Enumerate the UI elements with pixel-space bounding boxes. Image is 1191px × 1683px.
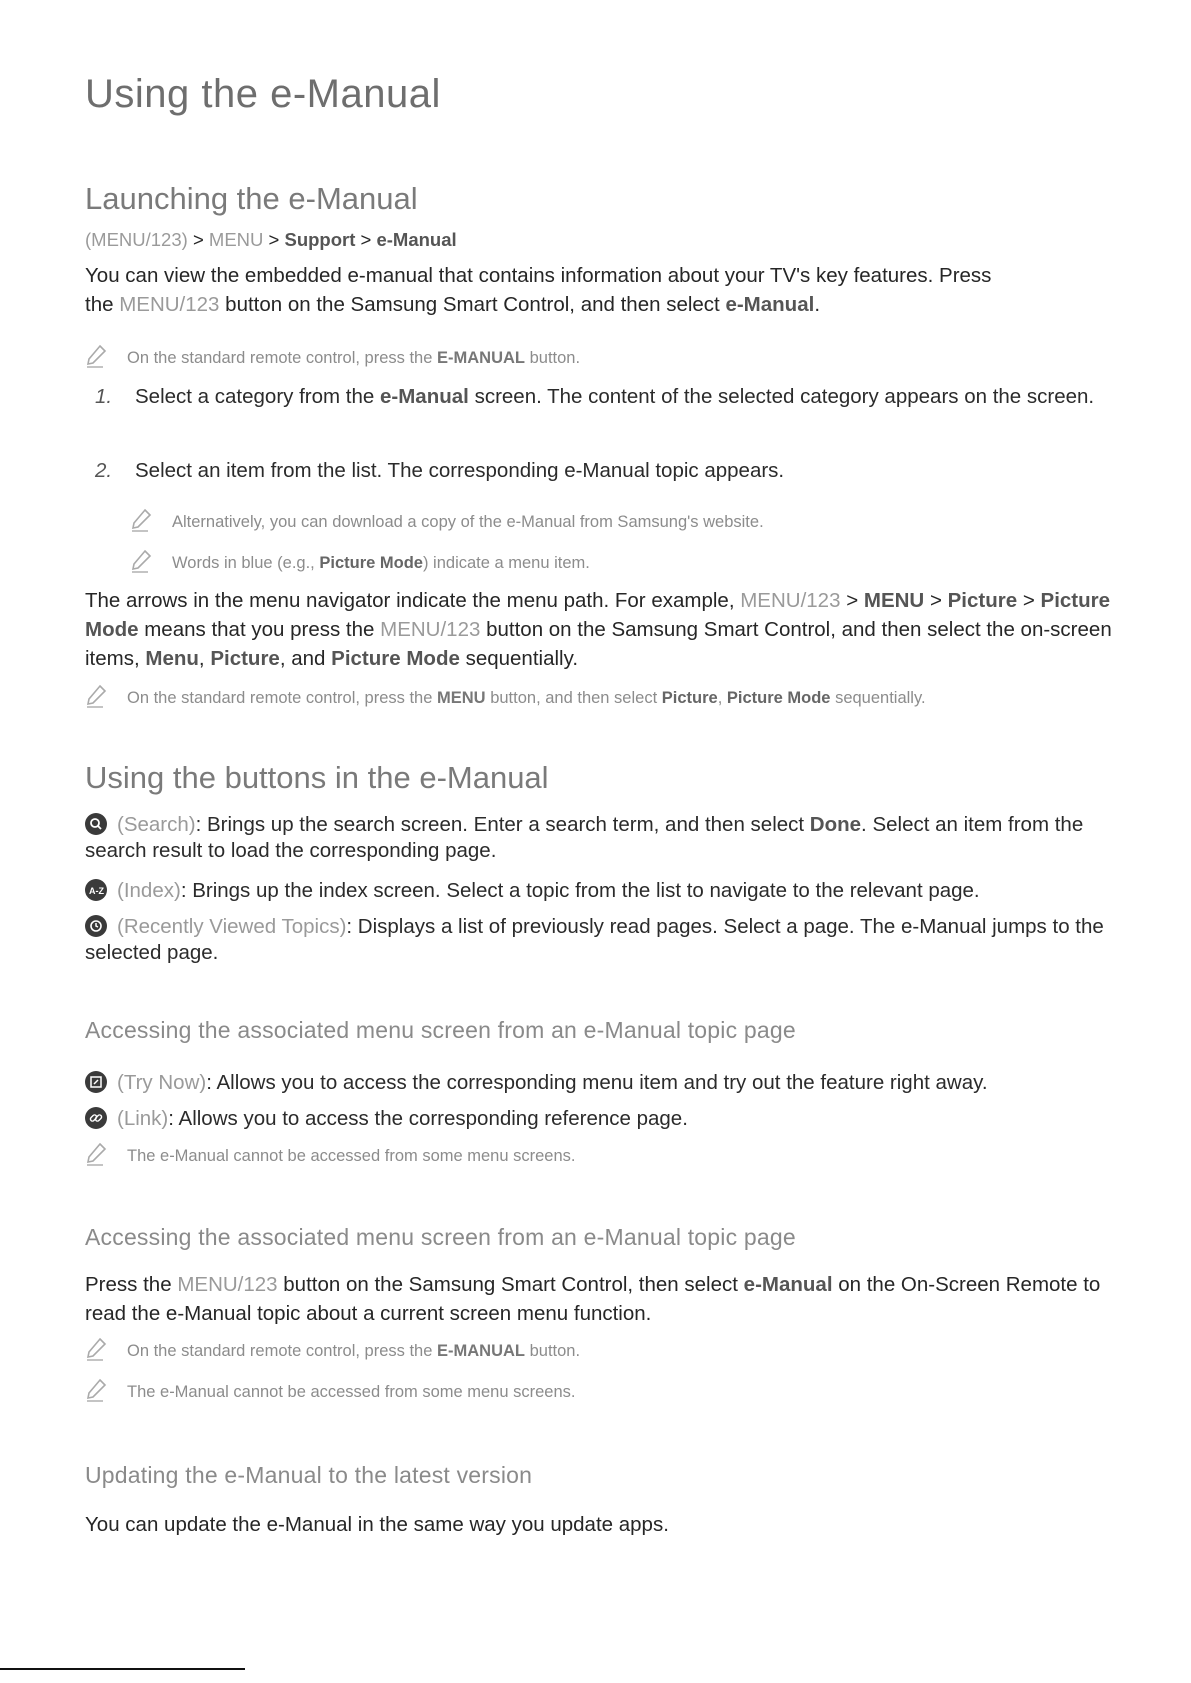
text: Select a category from the	[135, 385, 375, 408]
menu-ref: MENU	[437, 689, 486, 707]
pencil-note-icon	[85, 344, 111, 373]
text: sequentially.	[465, 647, 579, 670]
menu-path	[85, 225, 1125, 254]
text: Words in blue (e.g.,	[172, 554, 315, 572]
text: button on the Samsung Smart Control, then select	[283, 1273, 738, 1296]
update-paragraph: You can update the e-Manual in the same way you update apps.	[85, 1513, 669, 1536]
section-heading-access-1: Accessing the associated menu screen from an e-Manual topic page	[85, 1017, 796, 1043]
list-item	[85, 455, 1125, 486]
try-now-icon	[85, 1071, 107, 1093]
menu-ref: Picture	[210, 647, 280, 670]
menu-ref: MENU/123	[380, 618, 481, 641]
note	[130, 549, 1125, 578]
text: On the standard remote control, press the	[127, 1342, 433, 1360]
menu-ref: Menu	[145, 647, 199, 670]
text: and	[291, 647, 326, 670]
section-heading-access-2: Accessing the associated menu screen from an e-Manual topic page	[85, 1224, 796, 1250]
note	[130, 508, 1125, 537]
text: : Brings up the search screen. Enter a search term, and then select	[195, 813, 805, 836]
menu-ref: e-Manual	[380, 385, 469, 408]
step-text: Select an item from the list. The corresponding e-Manual topic appears.	[135, 459, 785, 482]
menu-ref: Done	[809, 813, 862, 836]
button-desc-recent	[85, 914, 1125, 966]
text: on the On-Screen Remote to read the e-Manual topic about a current screen menu function.	[85, 1273, 1101, 1325]
button-desc-search	[85, 812, 1125, 864]
text: button, and then select	[490, 689, 658, 707]
step-number: 1.	[95, 385, 113, 408]
note	[85, 344, 1125, 373]
recent-history-icon	[85, 915, 107, 937]
page-title: Using the e-Manual	[85, 72, 441, 116]
note-text: On the standard remote control, press the MENU button, and then select Picture, Picture Mode sequentially.	[127, 689, 926, 707]
launch-intro-line: You can view the embedded e-manual that contains information about your TV's key features. Press	[85, 264, 992, 287]
menu-ref: MENU/123	[740, 589, 841, 612]
note-text: Alternatively, you can download a copy of the e-Manual from Samsung's website.	[172, 513, 764, 531]
text: On the standard remote control, press the	[127, 349, 433, 367]
svg-text:A-Z: A-Z	[89, 886, 104, 896]
menu-ref: Picture Mode	[726, 689, 831, 707]
pencil-note-icon	[130, 508, 156, 537]
search-icon	[85, 813, 107, 835]
list-item	[85, 381, 1125, 412]
text: button.	[529, 349, 581, 367]
pencil-note-icon	[85, 1142, 111, 1171]
menu-path-step: e-Manual	[376, 229, 457, 250]
chevron-right-icon: >	[1022, 589, 1035, 612]
button-label: (Link)	[117, 1107, 169, 1130]
menu-ref: e-Manual	[743, 1273, 833, 1296]
text: On the standard remote control, press the	[127, 689, 433, 707]
menu-ref: Picture Mode	[85, 589, 1111, 641]
menu-ref: MENU/123	[119, 293, 220, 316]
text: : Allows you to access the corresponding reference page.	[168, 1107, 688, 1130]
menu-ref: E-MANUAL	[437, 349, 526, 367]
text: button on the Samsung Smart Control, and then select the on-screen items,	[85, 618, 1112, 670]
button-desc-try-now	[85, 1070, 1125, 1096]
menu-ref: E-MANUAL	[437, 1342, 526, 1360]
menu-ref: Picture	[661, 689, 718, 707]
pencil-note-icon	[130, 549, 156, 578]
pencil-note-icon	[85, 1337, 111, 1366]
access-2-paragraph	[85, 1270, 1125, 1328]
menu-ref: MENU/123	[177, 1273, 278, 1296]
chevron-right-icon: >	[846, 589, 859, 612]
button-label: (Try Now)	[117, 1071, 207, 1094]
text: screen. The content of the selected category appears on the screen.	[474, 385, 1095, 408]
button-desc-index	[85, 878, 1125, 904]
link-icon	[85, 1107, 107, 1129]
note	[85, 1337, 1125, 1366]
button-label: (Search)	[117, 813, 196, 836]
note-text	[127, 1342, 580, 1361]
text: : Displays a list of previously read pages. Select a page. The e-Manual jumps to the selected page.	[85, 915, 1104, 964]
note-text	[172, 554, 590, 573]
menu-path-step: Support	[284, 229, 356, 250]
text: sequentially.	[835, 689, 926, 707]
button-desc-link	[85, 1106, 1125, 1132]
note	[85, 1378, 1125, 1407]
launch-intro-line	[85, 290, 1125, 319]
step-number: 2.	[95, 459, 113, 482]
section-heading-buttons: Using the buttons in the e-Manual	[85, 760, 549, 795]
button-label: (Recently Viewed Topics)	[117, 915, 347, 938]
text: : Brings up the index screen. Select a topic from the list to navigate to the relevant page.	[180, 879, 980, 902]
note-text: The e-Manual cannot be accessed from some menu screens.	[127, 1147, 576, 1165]
menu-ref: Picture	[947, 589, 1018, 612]
pencil-note-icon	[85, 1378, 111, 1407]
pencil-note-icon	[85, 684, 111, 713]
chevron-right-icon: >	[360, 229, 372, 250]
text: Press the	[85, 1273, 172, 1296]
text: button.	[529, 1342, 581, 1360]
chevron-right-icon: >	[268, 229, 280, 250]
chevron-right-icon: >	[192, 229, 204, 250]
menu-ref: MENU	[863, 589, 925, 612]
text: .	[814, 293, 821, 316]
step-text	[135, 381, 1125, 412]
menu-ref: Picture Mode	[331, 647, 460, 670]
index-az-icon	[85, 879, 107, 901]
text: button on the Samsung Smart Control, and then select	[225, 293, 720, 316]
note-text: The e-Manual cannot be accessed from some menu screens.	[127, 1383, 576, 1401]
text: : Allows you to access the corresponding menu item and try out the feature right away.	[206, 1071, 988, 1094]
text: the	[85, 293, 114, 316]
note	[85, 684, 1125, 713]
menu-ref: Picture Mode	[319, 554, 423, 572]
arrows-paragraph: The arrows in the menu navigator indicate the menu path. For example, MENU/123 > MENU > Picture > Picture Mode means that you press the MENU/123 button on the Samsung Smart Control, and then select the on-screen items, Menu, Picture, and Picture Mode sequentially.	[85, 589, 1112, 670]
menu-path-step: (MENU/123)	[85, 229, 188, 250]
footer-rule	[0, 1668, 245, 1670]
section-heading-launching: Launching the e-Manual	[85, 181, 418, 216]
section-heading-update: Updating the e-Manual to the latest version	[85, 1462, 533, 1488]
chevron-right-icon: >	[929, 589, 942, 612]
button-label: (Index)	[117, 879, 181, 902]
text: The arrows in the menu navigator indicate the menu path. For example,	[85, 589, 735, 612]
note	[85, 1142, 1125, 1171]
text: . Select an item from the search result to load the corresponding page.	[85, 813, 1084, 862]
menu-ref: e-Manual	[725, 293, 815, 316]
launch-intro	[85, 261, 1125, 319]
menu-path-step: MENU	[208, 229, 264, 250]
note-text	[127, 349, 580, 368]
text: means that you press the	[144, 618, 375, 641]
text: ) indicate a menu item.	[422, 554, 590, 572]
